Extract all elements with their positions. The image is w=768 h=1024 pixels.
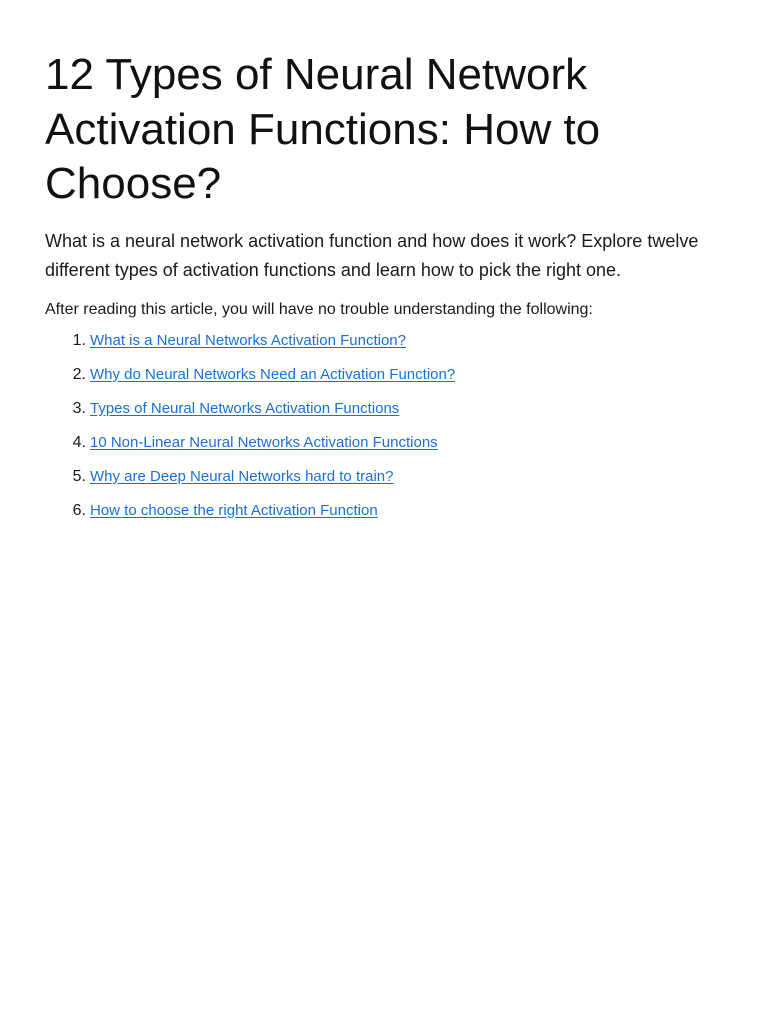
toc-item — [72, 330, 728, 352]
article-intro: After reading this article, you will have no trouble understanding the following: — [45, 300, 593, 318]
toc-link-why-need-activation-function[interactable]: Why do Neural Networks Need an Activation Function? — [90, 365, 456, 383]
toc-number: 1. — [72, 331, 86, 349]
toc-item — [72, 466, 728, 488]
toc-number: 4. — [72, 433, 86, 451]
toc-number: 5. — [72, 467, 86, 485]
toc-item — [72, 500, 728, 522]
toc-item — [72, 432, 728, 454]
table-of-contents — [45, 330, 728, 522]
toc-link-deep-networks-hard-to-train[interactable]: Why are Deep Neural Networks hard to train? — [90, 467, 394, 485]
article-title: 12 Types of Neural Network Activation Functions: How to Choose? — [45, 50, 601, 208]
toc-number: 6. — [72, 501, 86, 519]
toc-link-non-linear-activation-functions[interactable]: 10 Non-Linear Neural Networks Activation Functions — [90, 433, 438, 451]
toc-number: 2. — [72, 365, 86, 383]
article-lead: What is a neural network activation function and how does it work? Explore twelve different types of activation functions and learn how to pick the right one. — [45, 230, 699, 280]
toc-link-what-is-activation-function[interactable]: What is a Neural Networks Activation Function? — [90, 331, 406, 349]
toc-number: 3. — [72, 399, 86, 417]
toc-link-types-of-activation-functions[interactable]: Types of Neural Networks Activation Functions — [90, 399, 400, 417]
toc-item — [72, 398, 728, 420]
toc-link-choose-activation-function[interactable]: How to choose the right Activation Function — [90, 501, 378, 519]
toc-item — [72, 364, 728, 386]
